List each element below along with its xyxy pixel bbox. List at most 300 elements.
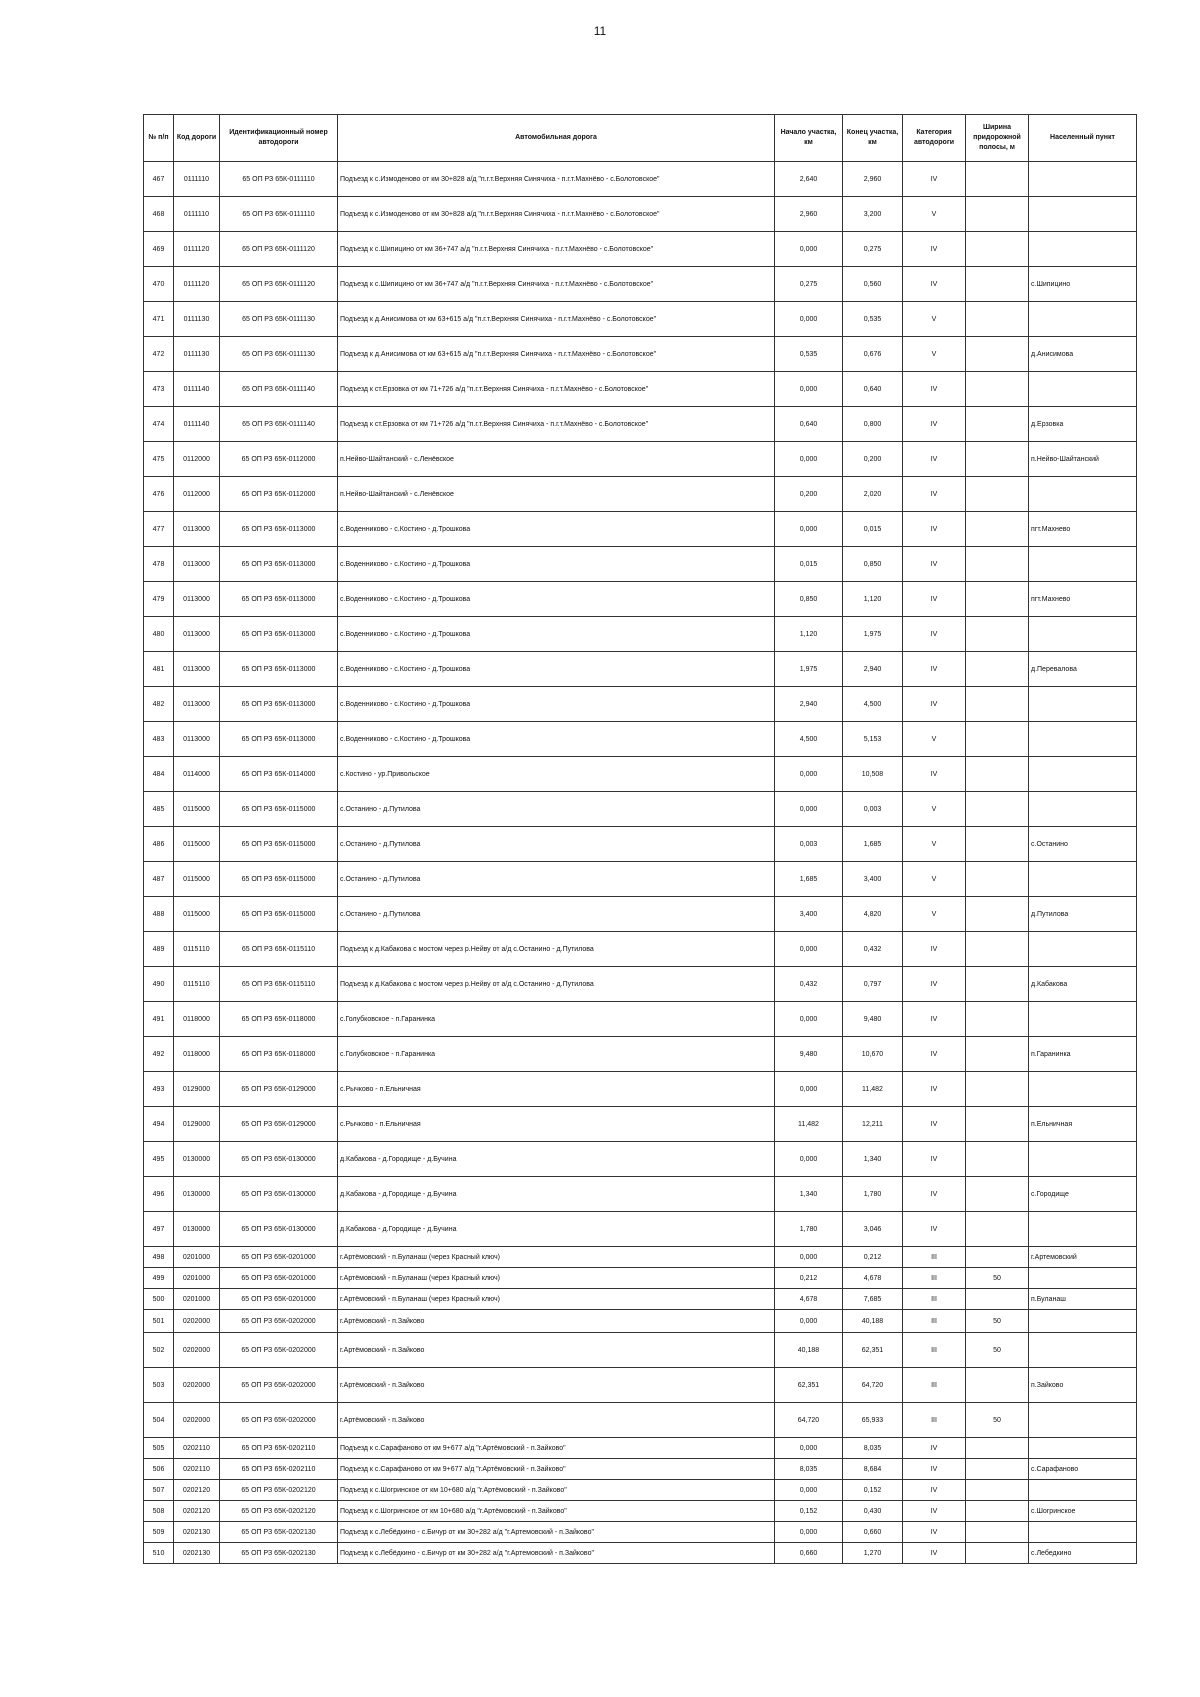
- cell-width: [966, 967, 1029, 1002]
- cell-width: [966, 372, 1029, 407]
- cell-code: 0130000: [174, 1142, 220, 1177]
- cell-place: [1029, 1142, 1137, 1177]
- table-row: [144, 1333, 1137, 1368]
- cell-ident: 65 ОП РЗ 65К-0130000: [220, 1212, 338, 1247]
- cell-start: 40,188: [775, 1333, 843, 1368]
- table-row: [144, 967, 1137, 1002]
- cell-end: 1,975: [843, 617, 903, 652]
- cell-width: [966, 1368, 1029, 1403]
- cell-ident: 65 ОП РЗ 65К-0115110: [220, 967, 338, 1002]
- cell-num: 467: [144, 162, 174, 197]
- table-row: [144, 442, 1137, 477]
- cell-start: 0,000: [775, 1438, 843, 1459]
- cell-start: 1,120: [775, 617, 843, 652]
- cell-road: п.Нейво-Шайтанский - с.Ленёвское: [338, 477, 775, 512]
- cell-category: IV: [903, 267, 966, 302]
- cell-code: 0201000: [174, 1289, 220, 1310]
- cell-category: V: [903, 302, 966, 337]
- cell-category: IV: [903, 687, 966, 722]
- cell-road: с.Голубковское - п.Гаранинка: [338, 1002, 775, 1037]
- cell-num: 498: [144, 1247, 174, 1268]
- cell-start: 0,000: [775, 442, 843, 477]
- cell-code: 0129000: [174, 1072, 220, 1107]
- cell-code: 0202000: [174, 1310, 220, 1333]
- cell-place: [1029, 792, 1137, 827]
- cell-place: с.Лебедкино: [1029, 1543, 1137, 1564]
- cell-road: с.Воденниково - с.Костино - д.Трошкова: [338, 582, 775, 617]
- header-code: Код дороги: [174, 115, 220, 162]
- cell-road: с.Воденниково - с.Костино - д.Трошкова: [338, 652, 775, 687]
- cell-place: д.Ерзовка: [1029, 407, 1137, 442]
- cell-end: 64,720: [843, 1368, 903, 1403]
- cell-road: с.Воденниково - с.Костино - д.Трошкова: [338, 687, 775, 722]
- cell-num: 494: [144, 1107, 174, 1142]
- cell-ident: 65 ОП РЗ 65К-0115110: [220, 932, 338, 967]
- cell-place: [1029, 617, 1137, 652]
- cell-width: [966, 442, 1029, 477]
- cell-place: [1029, 232, 1137, 267]
- cell-category: III: [903, 1403, 966, 1438]
- cell-ident: 65 ОП РЗ 65К-0113000: [220, 652, 338, 687]
- cell-num: 504: [144, 1403, 174, 1438]
- cell-ident: 65 ОП РЗ 65К-0114000: [220, 757, 338, 792]
- cell-category: IV: [903, 1459, 966, 1480]
- cell-num: 471: [144, 302, 174, 337]
- table-row: [144, 1403, 1137, 1438]
- cell-end: 2,020: [843, 477, 903, 512]
- cell-ident: 65 ОП РЗ 65К-0113000: [220, 687, 338, 722]
- cell-category: V: [903, 197, 966, 232]
- cell-end: 1,780: [843, 1177, 903, 1212]
- table-row: [144, 477, 1137, 512]
- cell-start: 8,035: [775, 1459, 843, 1480]
- cell-width: [966, 1543, 1029, 1564]
- cell-place: [1029, 1403, 1137, 1438]
- cell-category: V: [903, 337, 966, 372]
- cell-place: с.Останино: [1029, 827, 1137, 862]
- roads-table: [143, 114, 1137, 1564]
- header-ident: Идентификационный номер автодороги: [220, 115, 338, 162]
- cell-start: 0,660: [775, 1543, 843, 1564]
- cell-road: Подъезд к с.Шогринское от км 10+680 а/д "г.Артёмовский - п.Зайково": [338, 1480, 775, 1501]
- table-row: [144, 932, 1137, 967]
- cell-width: [966, 1247, 1029, 1268]
- cell-category: IV: [903, 932, 966, 967]
- cell-start: 0,000: [775, 372, 843, 407]
- table-row: [144, 337, 1137, 372]
- table-row: [144, 1212, 1137, 1247]
- cell-width: [966, 547, 1029, 582]
- cell-end: 4,678: [843, 1268, 903, 1289]
- cell-ident: 65 ОП РЗ 65К-0111110: [220, 197, 338, 232]
- cell-ident: 65 ОП РЗ 65К-0112000: [220, 442, 338, 477]
- cell-place: с.Городище: [1029, 1177, 1137, 1212]
- cell-num: 480: [144, 617, 174, 652]
- cell-width: [966, 337, 1029, 372]
- cell-width: 50: [966, 1333, 1029, 1368]
- cell-width: [966, 1142, 1029, 1177]
- cell-start: 64,720: [775, 1403, 843, 1438]
- cell-road: Подъезд к с.Лебёдкино - с.Бичур от км 30+282 а/д "г.Артемовский - п.Зайково": [338, 1543, 775, 1564]
- cell-num: 475: [144, 442, 174, 477]
- cell-end: 40,188: [843, 1310, 903, 1333]
- cell-code: 0130000: [174, 1212, 220, 1247]
- cell-width: [966, 162, 1029, 197]
- cell-ident: 65 ОП РЗ 65К-0201000: [220, 1268, 338, 1289]
- cell-code: 0118000: [174, 1002, 220, 1037]
- cell-road: д.Кабакова - д.Городище - д.Бучина: [338, 1212, 775, 1247]
- cell-width: [966, 1438, 1029, 1459]
- cell-end: 3,046: [843, 1212, 903, 1247]
- table-row: [144, 1459, 1137, 1480]
- cell-ident: 65 ОП РЗ 65К-0202000: [220, 1310, 338, 1333]
- cell-place: [1029, 477, 1137, 512]
- cell-category: IV: [903, 1177, 966, 1212]
- cell-code: 0202000: [174, 1368, 220, 1403]
- cell-place: [1029, 722, 1137, 757]
- cell-place: с.Сарафаново: [1029, 1459, 1137, 1480]
- cell-width: [966, 1459, 1029, 1480]
- cell-width: [966, 1107, 1029, 1142]
- cell-end: 0,152: [843, 1480, 903, 1501]
- cell-num: 489: [144, 932, 174, 967]
- cell-code: 0114000: [174, 757, 220, 792]
- cell-category: IV: [903, 1037, 966, 1072]
- cell-road: г.Артёмовский - п.Буланаш (через Красный ключ): [338, 1289, 775, 1310]
- cell-width: [966, 722, 1029, 757]
- cell-code: 0113000: [174, 512, 220, 547]
- cell-start: 1,685: [775, 862, 843, 897]
- cell-width: [966, 1037, 1029, 1072]
- cell-num: 481: [144, 652, 174, 687]
- cell-road: г.Артёмовский - п.Зайково: [338, 1403, 775, 1438]
- header-num: № п/п: [144, 115, 174, 162]
- header-place: Населенный пункт: [1029, 115, 1137, 162]
- cell-code: 0129000: [174, 1107, 220, 1142]
- cell-place: [1029, 687, 1137, 722]
- cell-category: III: [903, 1310, 966, 1333]
- cell-end: 0,800: [843, 407, 903, 442]
- cell-code: 0113000: [174, 617, 220, 652]
- cell-num: 488: [144, 897, 174, 932]
- cell-end: 2,960: [843, 162, 903, 197]
- cell-ident: 65 ОП РЗ 65К-0111120: [220, 232, 338, 267]
- cell-code: 0112000: [174, 442, 220, 477]
- cell-start: 0,152: [775, 1501, 843, 1522]
- cell-start: 0,212: [775, 1268, 843, 1289]
- cell-category: IV: [903, 1543, 966, 1564]
- cell-place: г.Артемовский: [1029, 1247, 1137, 1268]
- cell-ident: 65 ОП РЗ 65К-0115000: [220, 862, 338, 897]
- cell-end: 10,508: [843, 757, 903, 792]
- cell-place: д.Анисимова: [1029, 337, 1137, 372]
- cell-code: 0111110: [174, 162, 220, 197]
- cell-road: п.Нейво-Шайтанский - с.Ленёвское: [338, 442, 775, 477]
- cell-start: 1,975: [775, 652, 843, 687]
- cell-num: 483: [144, 722, 174, 757]
- cell-num: 473: [144, 372, 174, 407]
- cell-road: Подъезд к ст.Ерзовка от км 71+726 а/д "п.г.т.Верхняя Синячиха - п.г.т.Махнёво - с.Болотовское": [338, 407, 775, 442]
- cell-num: 484: [144, 757, 174, 792]
- table-row: [144, 1002, 1137, 1037]
- cell-width: [966, 1002, 1029, 1037]
- cell-end: 1,120: [843, 582, 903, 617]
- cell-code: 0115110: [174, 967, 220, 1002]
- cell-place: д.Перевалова: [1029, 652, 1137, 687]
- cell-category: IV: [903, 232, 966, 267]
- table-row: [144, 652, 1137, 687]
- cell-code: 0115110: [174, 932, 220, 967]
- cell-place: [1029, 862, 1137, 897]
- cell-num: 482: [144, 687, 174, 722]
- cell-category: IV: [903, 547, 966, 582]
- cell-code: 0202000: [174, 1403, 220, 1438]
- cell-end: 65,933: [843, 1403, 903, 1438]
- cell-road: Подъезд к д.Анисимова от км 63+615 а/д "п.г.т.Верхняя Синячиха - п.г.т.Махнёво - с.Болотовское": [338, 302, 775, 337]
- cell-code: 0113000: [174, 547, 220, 582]
- cell-end: 8,684: [843, 1459, 903, 1480]
- table-row: [144, 302, 1137, 337]
- cell-start: 0,000: [775, 1072, 843, 1107]
- cell-road: г.Артёмовский - п.Зайково: [338, 1368, 775, 1403]
- cell-num: 500: [144, 1289, 174, 1310]
- cell-num: 478: [144, 547, 174, 582]
- cell-code: 0111130: [174, 337, 220, 372]
- cell-width: [966, 1289, 1029, 1310]
- cell-code: 0113000: [174, 722, 220, 757]
- cell-start: 11,482: [775, 1107, 843, 1142]
- cell-start: 0,000: [775, 932, 843, 967]
- cell-category: IV: [903, 1002, 966, 1037]
- cell-place: п.Зайково: [1029, 1368, 1137, 1403]
- cell-ident: 65 ОП РЗ 65К-0129000: [220, 1072, 338, 1107]
- cell-code: 0202110: [174, 1459, 220, 1480]
- cell-end: 0,015: [843, 512, 903, 547]
- cell-category: IV: [903, 1480, 966, 1501]
- header-width: Ширина придорожной полосы, м: [966, 115, 1029, 162]
- cell-num: 485: [144, 792, 174, 827]
- cell-ident: 65 ОП РЗ 65К-0111140: [220, 372, 338, 407]
- cell-width: [966, 1177, 1029, 1212]
- cell-code: 0112000: [174, 477, 220, 512]
- table-row: [144, 197, 1137, 232]
- cell-end: 2,940: [843, 652, 903, 687]
- table-row: [144, 372, 1137, 407]
- cell-code: 0130000: [174, 1177, 220, 1212]
- cell-place: [1029, 1268, 1137, 1289]
- cell-ident: 65 ОП РЗ 65К-0113000: [220, 722, 338, 757]
- cell-start: 2,960: [775, 197, 843, 232]
- cell-place: [1029, 757, 1137, 792]
- table-row: [144, 1368, 1137, 1403]
- cell-category: III: [903, 1268, 966, 1289]
- cell-num: 472: [144, 337, 174, 372]
- cell-width: [966, 197, 1029, 232]
- cell-road: Подъезд к д.Кабакова с мостом через р.Нейву от а/д с.Останино - д.Путилова: [338, 967, 775, 1002]
- cell-ident: 65 ОП РЗ 65К-0112000: [220, 477, 338, 512]
- cell-code: 0111120: [174, 267, 220, 302]
- cell-category: III: [903, 1333, 966, 1368]
- cell-place: пгт.Махнево: [1029, 512, 1137, 547]
- cell-road: г.Артёмовский - п.Зайково: [338, 1310, 775, 1333]
- cell-category: III: [903, 1289, 966, 1310]
- page-number: 11: [593, 24, 607, 38]
- table-row: [144, 617, 1137, 652]
- table-row: [144, 1268, 1137, 1289]
- cell-num: 509: [144, 1522, 174, 1543]
- table-row: [144, 267, 1137, 302]
- cell-road: с.Воденниково - с.Костино - д.Трошкова: [338, 617, 775, 652]
- table-row: [144, 757, 1137, 792]
- cell-road: с.Останино - д.Путилова: [338, 862, 775, 897]
- cell-category: III: [903, 1368, 966, 1403]
- cell-start: 0,850: [775, 582, 843, 617]
- cell-place: [1029, 1212, 1137, 1247]
- cell-end: 0,212: [843, 1247, 903, 1268]
- cell-ident: 65 ОП РЗ 65К-0115000: [220, 792, 338, 827]
- cell-category: V: [903, 862, 966, 897]
- cell-category: IV: [903, 512, 966, 547]
- cell-road: с.Костино - ур.Привольское: [338, 757, 775, 792]
- table-row: [144, 407, 1137, 442]
- table-row: [144, 1177, 1137, 1212]
- cell-road: с.Рычково - п.Ельничная: [338, 1072, 775, 1107]
- cell-end: 0,850: [843, 547, 903, 582]
- cell-start: 4,678: [775, 1289, 843, 1310]
- cell-place: [1029, 1072, 1137, 1107]
- header-end: Конец участка, км: [843, 115, 903, 162]
- cell-place: п.Ельничная: [1029, 1107, 1137, 1142]
- cell-category: V: [903, 827, 966, 862]
- cell-num: 493: [144, 1072, 174, 1107]
- cell-road: Подъезд к с.Измоденово от км 30+828 а/д "п.г.т.Верхняя Синячиха - п.г.т.Махнёво - с.Болотовское": [338, 197, 775, 232]
- cell-start: 0,000: [775, 1002, 843, 1037]
- cell-ident: 65 ОП РЗ 65К-0113000: [220, 512, 338, 547]
- cell-num: 495: [144, 1142, 174, 1177]
- cell-road: д.Кабакова - д.Городище - д.Бучина: [338, 1142, 775, 1177]
- cell-road: Подъезд к ст.Ерзовка от км 71+726 а/д "п.г.т.Верхняя Синячиха - п.г.т.Махнёво - с.Болотовское": [338, 372, 775, 407]
- cell-width: [966, 512, 1029, 547]
- cell-num: 474: [144, 407, 174, 442]
- cell-ident: 65 ОП РЗ 65К-0130000: [220, 1177, 338, 1212]
- cell-place: [1029, 932, 1137, 967]
- cell-code: 0202110: [174, 1438, 220, 1459]
- cell-code: 0111140: [174, 372, 220, 407]
- cell-end: 1,340: [843, 1142, 903, 1177]
- table-row: [144, 1501, 1137, 1522]
- cell-ident: 65 ОП РЗ 65К-0118000: [220, 1002, 338, 1037]
- cell-num: 510: [144, 1543, 174, 1564]
- cell-category: IV: [903, 1072, 966, 1107]
- table-row: [144, 582, 1137, 617]
- cell-ident: 65 ОП РЗ 65К-0111140: [220, 407, 338, 442]
- cell-ident: 65 ОП РЗ 65К-0118000: [220, 1037, 338, 1072]
- cell-road: с.Голубковское - п.Гаранинка: [338, 1037, 775, 1072]
- cell-width: [966, 302, 1029, 337]
- cell-ident: 65 ОП РЗ 65К-0130000: [220, 1142, 338, 1177]
- cell-place: с.Шогринское: [1029, 1501, 1137, 1522]
- cell-category: IV: [903, 1501, 966, 1522]
- cell-width: [966, 232, 1029, 267]
- cell-start: 0,432: [775, 967, 843, 1002]
- cell-start: 0,640: [775, 407, 843, 442]
- cell-category: V: [903, 792, 966, 827]
- cell-ident: 65 ОП РЗ 65К-0201000: [220, 1247, 338, 1268]
- cell-code: 0201000: [174, 1247, 220, 1268]
- cell-start: 1,340: [775, 1177, 843, 1212]
- table-row: [144, 232, 1137, 267]
- cell-category: IV: [903, 162, 966, 197]
- cell-start: 0,003: [775, 827, 843, 862]
- cell-width: [966, 1072, 1029, 1107]
- cell-start: 9,480: [775, 1037, 843, 1072]
- cell-category: V: [903, 722, 966, 757]
- cell-end: 3,400: [843, 862, 903, 897]
- cell-start: 3,400: [775, 897, 843, 932]
- header-start: Начало участка, км: [775, 115, 843, 162]
- table-header-row: [144, 115, 1137, 162]
- cell-start: 0,000: [775, 757, 843, 792]
- cell-start: 0,000: [775, 232, 843, 267]
- cell-road: с.Воденниково - с.Костино - д.Трошкова: [338, 722, 775, 757]
- cell-num: 477: [144, 512, 174, 547]
- header-road: Автомобильная дорога: [338, 115, 775, 162]
- cell-place: [1029, 1310, 1137, 1333]
- cell-code: 0111110: [174, 197, 220, 232]
- cell-ident: 65 ОП РЗ 65К-0111130: [220, 302, 338, 337]
- cell-category: V: [903, 897, 966, 932]
- cell-width: [966, 407, 1029, 442]
- cell-road: Подъезд к с.Шипицино от км 36+747 а/д "п.г.т.Верхняя Синячиха - п.г.т.Махнёво - с.Болотовское": [338, 267, 775, 302]
- cell-width: [966, 582, 1029, 617]
- cell-road: с.Рычково - п.Ельничная: [338, 1107, 775, 1142]
- cell-road: г.Артёмовский - п.Зайково: [338, 1333, 775, 1368]
- cell-road: г.Артёмовский - п.Буланаш (через Красный ключ): [338, 1268, 775, 1289]
- cell-num: 507: [144, 1480, 174, 1501]
- cell-end: 8,035: [843, 1438, 903, 1459]
- cell-ident: 65 ОП РЗ 65К-0115000: [220, 897, 338, 932]
- cell-road: с.Останино - д.Путилова: [338, 897, 775, 932]
- table-row: [144, 162, 1137, 197]
- cell-category: IV: [903, 582, 966, 617]
- cell-category: IV: [903, 1522, 966, 1543]
- cell-code: 0113000: [174, 582, 220, 617]
- cell-start: 0,200: [775, 477, 843, 512]
- cell-ident: 65 ОП РЗ 65К-0111130: [220, 337, 338, 372]
- cell-road: Подъезд к с.Лебёдкино - с.Бичур от км 30+282 а/д "г.Артемовский - п.Зайково": [338, 1522, 775, 1543]
- cell-ident: 65 ОП РЗ 65К-0202120: [220, 1501, 338, 1522]
- cell-road: Подъезд к с.Шогринское от км 10+680 а/д "г.Артёмовский - п.Зайково": [338, 1501, 775, 1522]
- cell-width: [966, 1501, 1029, 1522]
- cell-start: 0,000: [775, 1522, 843, 1543]
- cell-code: 0115000: [174, 792, 220, 827]
- cell-end: 0,640: [843, 372, 903, 407]
- cell-ident: 65 ОП РЗ 65К-0113000: [220, 547, 338, 582]
- table-row: [144, 1072, 1137, 1107]
- cell-place: [1029, 1522, 1137, 1543]
- cell-num: 490: [144, 967, 174, 1002]
- cell-end: 0,560: [843, 267, 903, 302]
- cell-num: 497: [144, 1212, 174, 1247]
- cell-place: с.Шипицино: [1029, 267, 1137, 302]
- cell-start: 0,000: [775, 512, 843, 547]
- cell-category: IV: [903, 652, 966, 687]
- cell-code: 0202130: [174, 1522, 220, 1543]
- cell-start: 2,940: [775, 687, 843, 722]
- table-row: [144, 1037, 1137, 1072]
- cell-road: с.Останино - д.Путилова: [338, 827, 775, 862]
- cell-width: [966, 757, 1029, 792]
